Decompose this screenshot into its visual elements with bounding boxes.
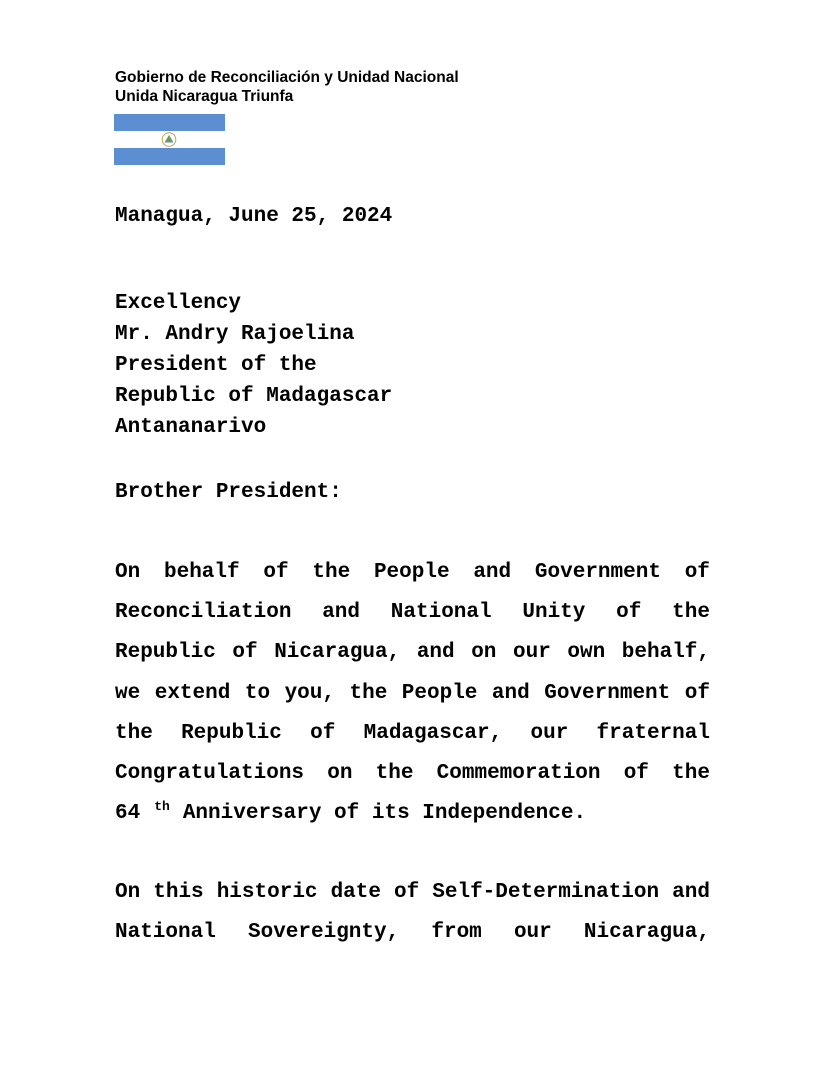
- word: you,: [284, 681, 335, 705]
- word: Unity: [522, 601, 586, 625]
- word: on: [471, 641, 497, 665]
- word: own: [567, 641, 606, 665]
- address-line: Antananarivo: [115, 416, 267, 439]
- word: National: [390, 601, 492, 625]
- government-name: Gobierno de Reconciliación y Unidad Nacional: [115, 69, 459, 86]
- word: Republic: [181, 721, 282, 745]
- word: date: [330, 881, 381, 904]
- address-line: President of the: [115, 354, 317, 377]
- word: Nicaragua,: [583, 921, 710, 945]
- word: of: [263, 561, 289, 584]
- word: Madagascar,: [363, 721, 503, 745]
- flag-top-band: [114, 114, 225, 131]
- justified-line: [115, 754, 710, 794]
- word: Government: [544, 681, 671, 705]
- coat-of-arms-icon: [161, 132, 177, 147]
- justified-line: [115, 674, 710, 714]
- justified-line: [115, 873, 710, 913]
- anniversary-number: 64 $^{th}$: [115, 799, 170, 826]
- address-line: Mr. Andry Rajoelina: [115, 323, 355, 346]
- justified-line: [115, 913, 710, 953]
- word: Congratulations: [115, 762, 305, 786]
- word: People: [401, 681, 478, 705]
- word: of: [623, 762, 649, 786]
- word: of: [232, 641, 258, 665]
- word: National: [115, 921, 216, 945]
- flag-middle-band: [114, 131, 225, 148]
- word: this: [153, 881, 204, 904]
- nicaragua-flag-icon: [114, 114, 225, 165]
- recipient-address: [115, 288, 392, 443]
- word: and: [416, 641, 455, 665]
- letterhead: [115, 68, 459, 106]
- justified-line: [115, 633, 710, 673]
- word: the: [672, 762, 710, 786]
- last-line: [115, 794, 710, 834]
- word: and: [672, 881, 710, 904]
- word: the: [349, 681, 388, 705]
- word: behalf,: [621, 641, 710, 665]
- word: and: [473, 561, 512, 584]
- word: fraternal: [596, 721, 710, 745]
- word: On: [115, 881, 141, 904]
- word: Government: [534, 561, 661, 584]
- word: Commemoration: [436, 762, 601, 786]
- word: of: [310, 721, 336, 745]
- word: the: [672, 601, 710, 625]
- word: Republic: [115, 641, 216, 665]
- word: Self-Determination: [432, 881, 660, 904]
- ordinal-suffix: th: [154, 799, 170, 815]
- word: we: [115, 681, 141, 705]
- word: behalf: [163, 561, 240, 584]
- body-paragraph-1: [115, 553, 710, 834]
- address-line: Republic of Madagascar: [115, 385, 393, 408]
- word: on: [327, 762, 353, 786]
- word: Sovereignty,: [247, 921, 400, 945]
- flag-bottom-band: [114, 148, 225, 165]
- word: our: [513, 641, 551, 665]
- word: the: [375, 762, 414, 786]
- word: On: [115, 561, 141, 584]
- word: the: [312, 561, 351, 584]
- address-line: Excellency: [115, 292, 242, 315]
- word: People: [373, 561, 450, 584]
- justified-line: [115, 593, 710, 633]
- word: and: [322, 601, 361, 625]
- government-slogan: Unida Nicaragua Triunfa: [115, 88, 294, 105]
- word: of: [684, 681, 710, 705]
- word: of: [394, 881, 420, 904]
- word: of: [616, 601, 642, 625]
- letter-date: Managua, June 25, 2024: [115, 205, 393, 228]
- word: Reconciliation: [115, 601, 292, 625]
- word: our: [513, 921, 552, 945]
- word: historic: [216, 881, 318, 904]
- word: and: [491, 681, 530, 705]
- body-paragraph-2: [115, 873, 710, 953]
- word: our: [530, 721, 569, 745]
- word: from: [431, 921, 482, 945]
- justified-line: [115, 553, 710, 593]
- justified-line: [115, 714, 710, 754]
- anniversary-text: Anniversary of its Independence.: [182, 802, 587, 826]
- word: Nicaragua,: [274, 641, 401, 665]
- word: of: [684, 561, 710, 584]
- salutation: Brother President:: [115, 481, 342, 504]
- word: to: [244, 681, 271, 705]
- word: the: [115, 721, 153, 745]
- word: extend: [154, 681, 231, 705]
